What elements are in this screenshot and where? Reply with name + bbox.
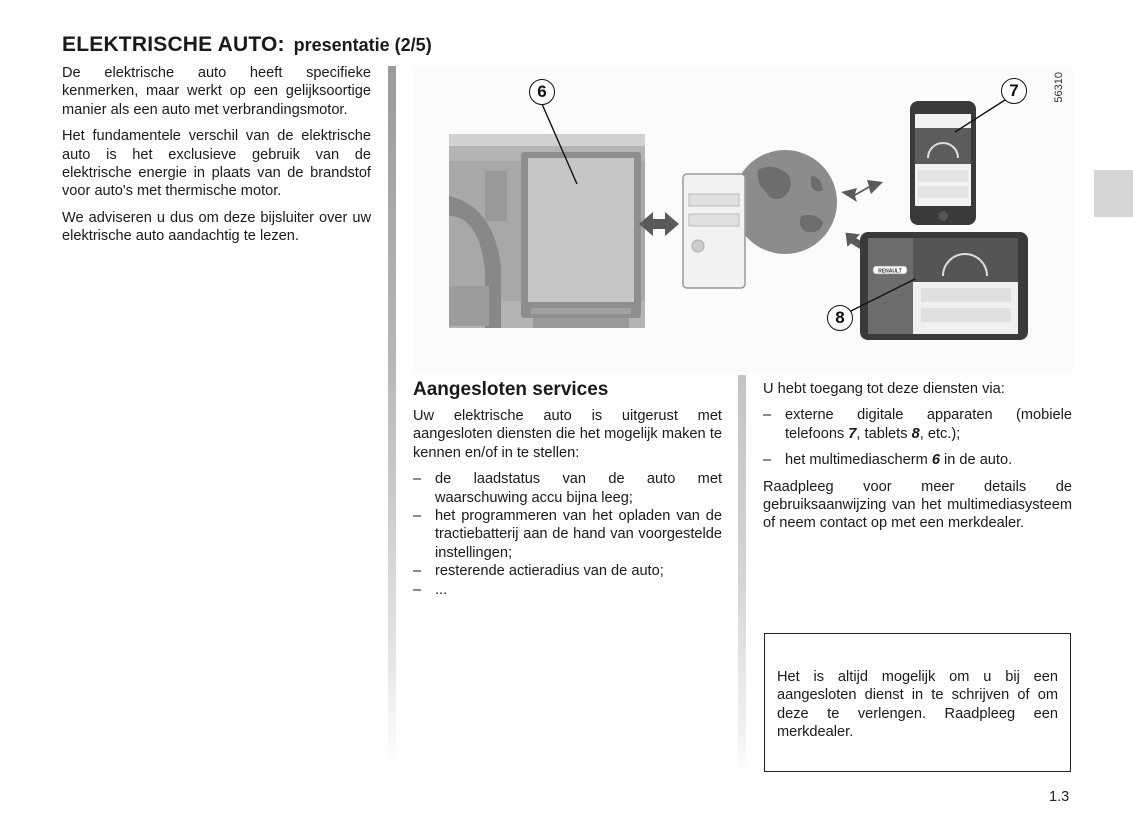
callout-8: 8 (827, 305, 853, 331)
reference-number: 7 (848, 425, 857, 442)
column-divider-bar (388, 66, 396, 766)
connected-services-figure (413, 66, 1073, 372)
services-column (413, 378, 722, 607)
tablet-brand-label: RENAULT (878, 268, 902, 275)
access-column (763, 380, 1072, 541)
reference-number: 8 (911, 425, 920, 442)
note-text: Het is altijd mogelijk om u bij een aangesloten dienst in te schrijven of om deze te verlengen. Raadpleeg een merkdealer. (777, 669, 1058, 741)
reference-number: 6 (931, 452, 940, 469)
callout-6: 6 (529, 79, 555, 105)
list-item: – ... (413, 581, 448, 598)
dashboard-icon (449, 134, 645, 328)
list-item: – het programmeren van het opladen van de tractiebatterij aan de hand van voorgestelde instellingen; (413, 508, 722, 561)
intro-paragraph: De elektrische auto heeft specifieke kenmerken, maar werkt op een gelijksoortige manier als een auto met verbrandingsmotor. (62, 65, 371, 118)
page-title-main: ELEKTRISCHE AUTO: (62, 33, 285, 56)
page-title-sub: presentatie (2/5) (293, 35, 432, 55)
section-heading: Aangesloten services (413, 379, 609, 400)
note-box (764, 633, 1071, 772)
connected-services-illustration (413, 66, 1073, 372)
consult-paragraph: Raadpleeg voor meer details de gebruiksaanwijzing van het multimediasysteem of neem contact op met een merkdealer. (763, 478, 1072, 532)
callout-7: 7 (1001, 78, 1027, 104)
column-divider-bar (738, 375, 746, 775)
list-item: – het multimediascherm 6 in de auto. (763, 452, 1013, 469)
services-list (413, 470, 722, 599)
page-number: 1.3 (1049, 789, 1070, 805)
services-intro: Uw elektrische auto is uitgerust met aangesloten diensten die het mogelijk maken te kennen en/of in te stellen: (413, 408, 722, 461)
figure-code: 56310 (1053, 72, 1065, 103)
tablet-icon (860, 232, 1028, 340)
access-list (763, 406, 1072, 469)
list-item: – de laadstatus van de auto met waarschuwing accu bijna leeg; (413, 471, 722, 506)
smartphone-icon (910, 101, 976, 225)
globe-icon (733, 150, 837, 254)
list-item: – resterende actieradius van de auto; (413, 563, 664, 580)
bidirectional-arrow-icon (841, 180, 883, 202)
access-intro: U hebt toegang tot deze diensten via: (763, 381, 1005, 397)
intro-paragraph: Het fundamentele verschil van de elektrische auto is het exclusieve gebruik van de elektrische energie in plaats van de brandstof voor auto's met thermische motor. (62, 128, 371, 200)
intro-paragraph: We adviseren u dus om deze bijsluiter over uw elektrische auto aandachtig te lezen. (62, 209, 371, 245)
list-item: – externe digitale apparaten (mobiele telefoons 7, tablets 8, etc.); (763, 407, 1072, 442)
chapter-tab (1094, 170, 1133, 217)
page-title (62, 22, 432, 59)
server-icon (683, 174, 745, 288)
intro-column (62, 64, 371, 254)
